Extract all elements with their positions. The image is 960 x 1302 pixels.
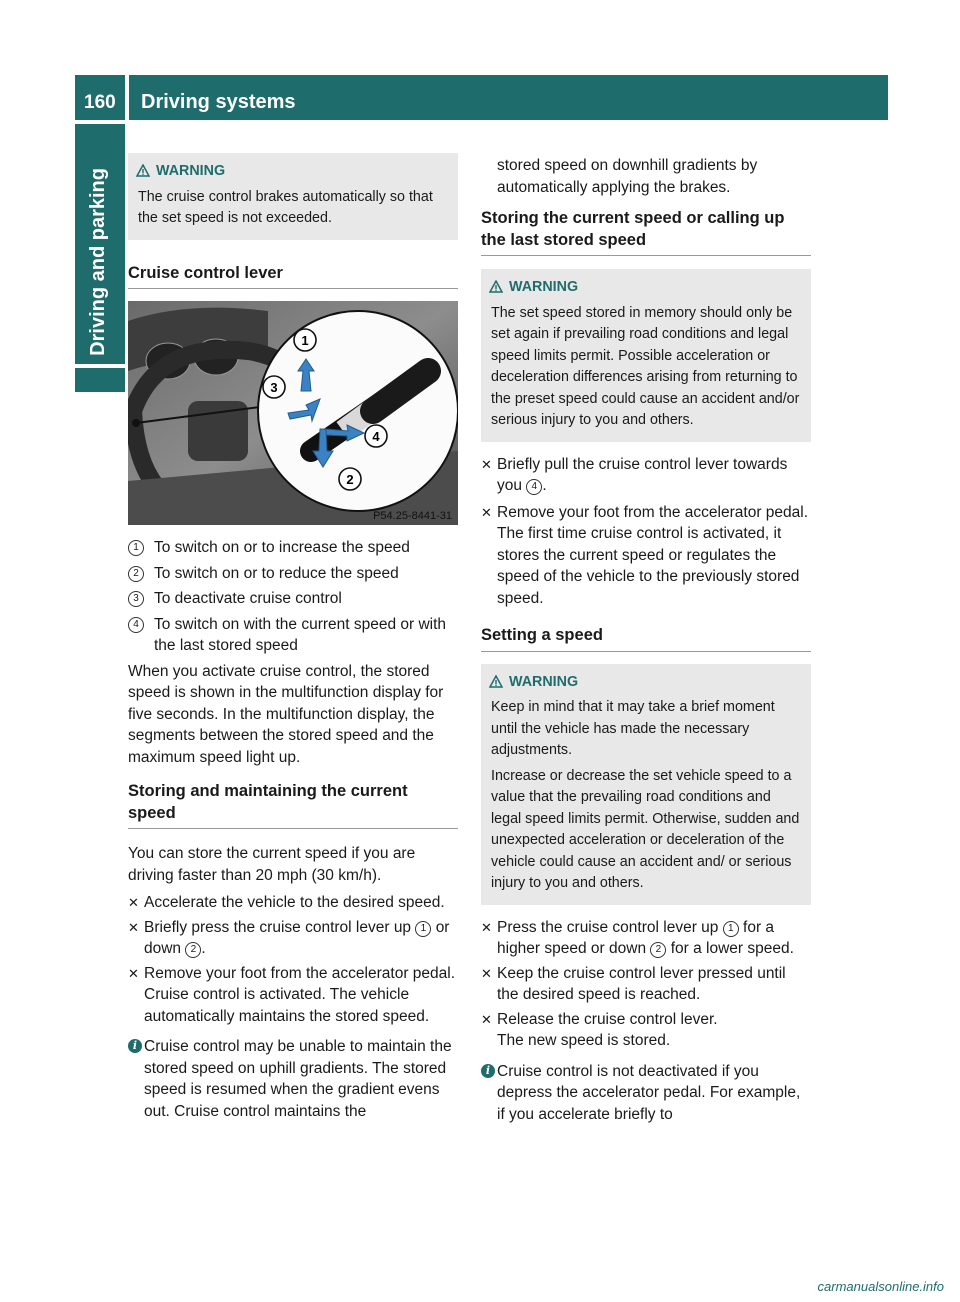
- step-text: or down: [144, 918, 450, 957]
- info-note: [128, 1036, 458, 1122]
- warning-box: [128, 153, 458, 240]
- step-text: Accelerate the vehicle to the desired speed.: [144, 894, 445, 911]
- step-text: Remove your foot from the accelerator pedal.: [144, 964, 456, 982]
- step-result: The new speed is stored.: [497, 1032, 671, 1049]
- warning-text: Increase or decrease the set vehicle speed to a value that the prevailing road conditions and legal speed limits permit. Otherwise, sudden and unexpected acceleration or deceleration of the vehicle could cause an accident and/ or serious injury to you and others.: [491, 767, 800, 891]
- warning-box: [481, 664, 811, 905]
- section-heading: Cruise control lever: [128, 263, 458, 290]
- legend-text: To switch on with the current speed or with the last stored speed: [154, 615, 447, 654]
- step-result: Cruise control is activated. The vehicle automatically maintains the stored speed.: [144, 986, 430, 1025]
- callout-ref: 1: [415, 921, 431, 937]
- legend-number: 3: [128, 591, 144, 607]
- paragraph: stored speed on downhill gradients by automatically applying the brakes.: [497, 157, 758, 196]
- warning-title: WARNING: [156, 163, 226, 179]
- legend-number: 4: [128, 617, 144, 633]
- left-column: [128, 153, 458, 1122]
- callout-ref: 1: [723, 921, 739, 937]
- watermark: carmanualsonline.info: [817, 1278, 944, 1294]
- warning-title: WARNING: [509, 279, 579, 295]
- callout-ref: 2: [650, 942, 666, 958]
- callout-2: 2: [346, 472, 354, 487]
- step-text: Briefly pull the cruise control lever towards you: [497, 455, 788, 494]
- legend-text: To switch on or to reduce the speed: [154, 564, 399, 582]
- chapter-side-tab: [75, 124, 125, 364]
- step-marker-icon: ✕: [128, 895, 139, 910]
- step-text: .: [542, 477, 547, 494]
- callout-ref: 4: [526, 479, 542, 495]
- step-item: [128, 917, 458, 960]
- step-item: [128, 892, 458, 914]
- callout-3: 3: [270, 380, 278, 395]
- info-icon: i: [128, 1039, 142, 1053]
- legend-item: [128, 537, 458, 559]
- warning-triangle-icon: [489, 280, 503, 293]
- step-marker-icon: ✕: [128, 965, 139, 981]
- step-item: [481, 1009, 811, 1052]
- right-column: [481, 155, 811, 1125]
- info-text: Cruise control is not deactivated if you depress the accelerator pedal. For example, if you accelerate briefly to: [497, 1062, 801, 1123]
- legend-item: [128, 588, 458, 610]
- paragraph: When you activate cruise control, the stored speed is shown in the multifunction display for five seconds. In the multifunction display, the segments between the stored speed and the maximum speed light up.: [128, 662, 444, 766]
- info-icon: i: [481, 1064, 495, 1078]
- legend-item: [128, 614, 458, 657]
- warning-text: Keep in mind that it may take a brief moment until the vehicle has made the necessary adjustments.: [491, 699, 775, 758]
- cruise-lever-figure: [128, 301, 458, 525]
- warning-title: WARNING: [509, 673, 579, 690]
- warning-title-row: [156, 161, 448, 183]
- section-title: Driving systems: [141, 90, 296, 113]
- step-item: [481, 963, 811, 1006]
- warning-text: The set speed stored in memory should only be set again if prevailing road conditions and legal speed limits permit. Possible acceleration or deceleration differences arising from returning to the preset speed could cause an accident and/or serious injury to you and others.: [491, 304, 800, 428]
- warning-triangle-icon: [136, 164, 150, 177]
- warning-triangle-icon: [489, 675, 503, 688]
- legend-list: [128, 537, 458, 657]
- warning-title-row: [509, 672, 801, 694]
- figure-code: P54.25-8441-31: [373, 510, 452, 522]
- step-text: Keep the cruise control lever pressed until the desired speed is reached.: [497, 964, 786, 1003]
- step-result: The first time cruise control is activated, it stores the current speed or regulates the speed of the vehicle to the previously stored speed.: [497, 525, 800, 607]
- step-item: [481, 454, 811, 497]
- step-item: [481, 917, 811, 960]
- step-text: for a lower speed.: [670, 940, 794, 957]
- legend-text: To switch on or to increase the speed: [154, 539, 410, 556]
- paragraph: You can store the current speed if you are driving faster than 20 mph (30 km/h).: [128, 845, 416, 884]
- step-marker-icon: ✕: [481, 965, 492, 981]
- callout-4: 4: [372, 429, 380, 444]
- warning-box: [481, 269, 811, 442]
- step-marker-icon: ✕: [481, 1011, 492, 1027]
- info-text: Cruise control may be unable to maintain the stored speed on uphill gradients. The stored speed is resumed when the gradient evens out. Cruise control maintains the: [144, 1038, 452, 1120]
- warning-title-row: [509, 277, 801, 299]
- callout-1: 1: [301, 333, 309, 348]
- warning-text: The cruise control brakes automatically so that the set speed is not exceeded.: [138, 188, 433, 226]
- step-text: Press the cruise control lever up: [497, 918, 719, 936]
- cruise-lever-illustration: [128, 301, 458, 525]
- step-item: [481, 502, 811, 610]
- info-note: [481, 1061, 811, 1126]
- page-number-box: [75, 75, 125, 120]
- step-text: Remove your foot from the accelerator pedal.: [497, 503, 809, 521]
- step-text: .: [201, 940, 206, 957]
- step-marker-icon: ✕: [481, 919, 492, 935]
- chapter-title: Driving and parking: [87, 168, 109, 356]
- legend-text: To deactivate cruise control: [154, 590, 342, 607]
- step-marker-icon: ✕: [481, 456, 492, 472]
- step-text: Release the cruise control lever.: [497, 1010, 718, 1028]
- section-heading: Storing and maintaining the current speed: [128, 781, 458, 829]
- callout-ref: 2: [185, 942, 201, 958]
- legend-number: 1: [128, 540, 144, 556]
- step-text: for a higher speed or down: [497, 918, 775, 957]
- side-marker: [75, 368, 125, 392]
- section-heading: Setting a speed: [481, 625, 811, 652]
- section-title-bar: [129, 75, 888, 120]
- step-marker-icon: ✕: [481, 504, 492, 520]
- section-heading: Storing the current speed or calling up the last stored speed: [481, 208, 811, 256]
- page-number: 160: [84, 91, 116, 113]
- legend-number: 2: [128, 566, 144, 582]
- step-item: [128, 963, 458, 1028]
- step-text: Briefly press the cruise control lever up: [144, 918, 412, 936]
- legend-item: [128, 563, 458, 585]
- step-marker-icon: ✕: [128, 919, 139, 935]
